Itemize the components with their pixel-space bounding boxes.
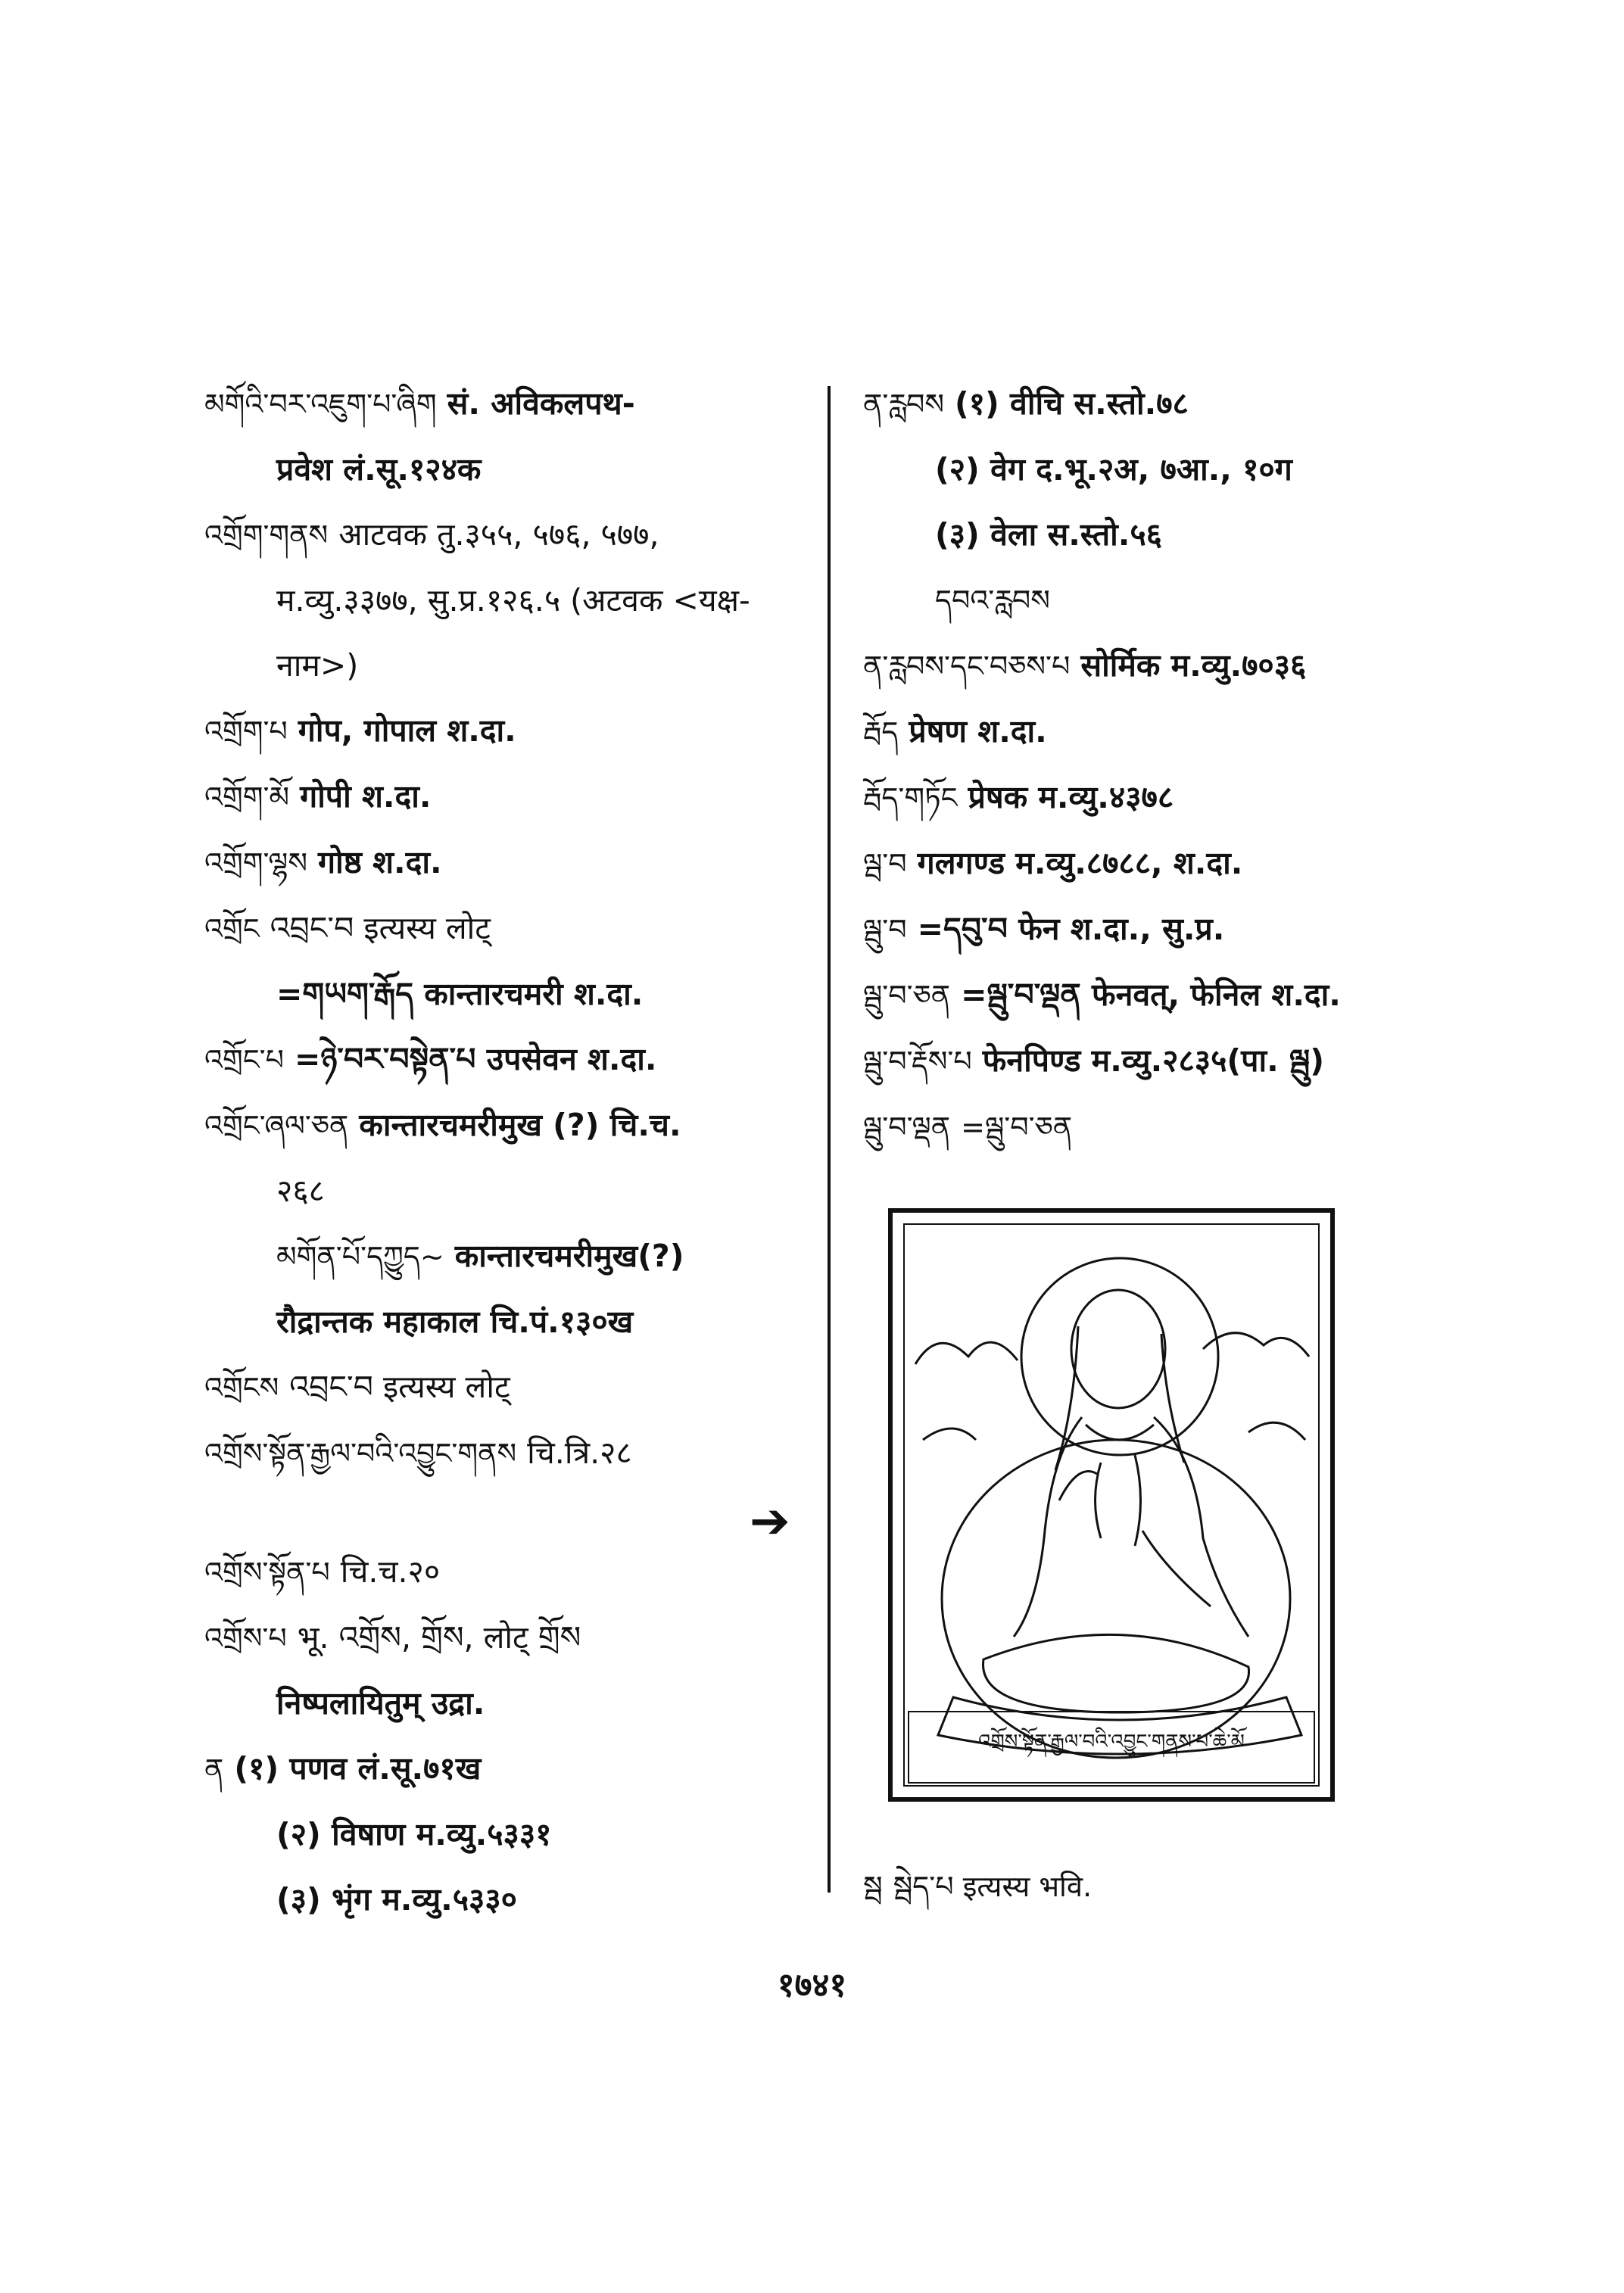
entry-text: (२) विषाण म.व्यु.५३३१	[276, 1816, 552, 1852]
tibetan-headword: རྦོད	[863, 715, 899, 749]
tibetan-headword: ལྦུ་བ་རྡོས་པ	[863, 1045, 972, 1078]
entry	[863, 1853, 1102, 1919]
entry-text: འབྲང་བ इत्यस्य लोट्	[270, 910, 491, 946]
spacer	[204, 1486, 810, 1539]
entry-text: =དབུ་བ फेन श.दा., सु.प्र.	[917, 911, 1225, 947]
entry	[204, 764, 810, 830]
tibetan-headword: ན	[204, 1752, 224, 1786]
entry	[863, 371, 1439, 437]
entry-text: (२) वेग द.भू.२अ, ७आ., १०ग	[935, 451, 1292, 488]
entry	[863, 830, 1439, 896]
entry-text: =ཉེ་བར་བསྟེན་པ उपसेवन श.दा.	[294, 1041, 657, 1077]
tibetan-headword: ན་རླབས་དང་བཅས་པ	[863, 650, 1071, 683]
tibetan-headword: སྦ	[863, 1870, 883, 1903]
entry-text: कान्तारचमरीमुख(?)	[454, 1238, 684, 1274]
entry	[204, 1223, 810, 1289]
entry	[204, 1420, 810, 1486]
entry-text: (३) भृंग म.व्यु.५३३०	[276, 1881, 518, 1918]
entry-continuation	[204, 961, 810, 1027]
illustration-caption: འགྲོས་སྟོན་རྒྱལ་བའི་འབྱུང་གནས་པ་ཆེ་མོ	[908, 1711, 1315, 1784]
entry	[204, 1736, 810, 1802]
tibetan-headword: ལྦུ་བ་ལྡན	[863, 1111, 951, 1144]
illustration-frame	[888, 1208, 1335, 1802]
entry	[204, 1027, 810, 1092]
entry-continuation	[204, 1158, 810, 1223]
tibetan-headword: འགྲོངས	[204, 1371, 279, 1404]
right-arrow-icon: ➔	[750, 1494, 790, 1550]
entry-continuation	[863, 502, 1439, 567]
entry	[204, 502, 810, 568]
entry-text: प्रेषक म.व्यु.४३७८	[968, 779, 1174, 815]
entry	[204, 1539, 810, 1605]
column-divider	[828, 386, 831, 1893]
entry-text: सोर्मिक म.व्यु.७०३६	[1080, 647, 1307, 684]
entry	[863, 962, 1439, 1028]
tibetan-headword: འགྲོང་ཞལ་ཅན	[204, 1109, 349, 1142]
entry	[863, 765, 1439, 830]
entry	[204, 1092, 810, 1158]
entry	[863, 1028, 1439, 1094]
entry	[204, 371, 810, 437]
entry-continuation	[204, 633, 810, 698]
tibetan-headword: འགྲོས་སྟོན་པ	[204, 1556, 330, 1589]
entry-text: (३) वेला स.स्तो.५६	[935, 516, 1163, 553]
right-column	[863, 371, 1439, 1160]
entry-text: =གཡག་རྒོད कान्तारचमरी श.दा.	[276, 976, 644, 1012]
tibetan-headword: འགྲོག་མོ	[204, 780, 290, 814]
entry-continuation	[863, 437, 1439, 502]
entry-text: སྦེད་པ इत्यस्य भवि.	[893, 1870, 1093, 1903]
entry-text: प्रेषण श.दा.	[909, 713, 1047, 749]
entry-text: म.व्यु.३३७७, सु.प्र.१२६.५ (अटवक <यक्ष-	[276, 582, 750, 618]
page-number: १७४१	[777, 1966, 847, 2005]
entry-text: रौद्रान्तक महाकाल चि.पं.१३०ख	[276, 1304, 634, 1340]
entry	[204, 698, 810, 764]
seated-figure-illustration	[893, 1213, 1330, 1797]
entry-text: आटवक तु.३५५, ५७६, ५७७,	[338, 516, 659, 553]
entry-continuation	[204, 568, 810, 633]
entry	[204, 830, 810, 896]
entry-text: गोष्ठ श.दा.	[318, 844, 442, 880]
entry-text: चि.त्रि.२८	[527, 1435, 632, 1471]
entry	[204, 1354, 810, 1420]
tibetan-headword: འགྲོག་ལྷས	[204, 846, 308, 880]
entry-text: गलगण्ड म.व्यु.८७८८, श.दा.	[917, 845, 1243, 881]
entry-continuation	[204, 1289, 810, 1354]
entry-text: འབྲང་བ इत्यस्य लोट्	[289, 1369, 510, 1405]
tibetan-headword: ལྦུ་བ་ཅན	[863, 979, 951, 1012]
entry-text: निष्पलायितुम् उद्रा.	[276, 1685, 485, 1721]
entry	[863, 633, 1439, 699]
tibetan-headword: འགྲོས་པ	[204, 1622, 287, 1655]
tibetan-headword: མགོན་པོ་དཀྱུད~	[276, 1240, 444, 1273]
entry	[204, 1605, 810, 1671]
tibetan-headword: མགོའི་བར་འཇུག་པ་ཞིག	[204, 388, 437, 421]
tibetan-headword: འགྲོང་པ	[204, 1043, 284, 1076]
entry-text: गोपी श.दा.	[300, 778, 432, 815]
entry	[204, 896, 810, 961]
left-column	[204, 371, 810, 1932]
entry-text: कान्तारचमरीमुख (?) चि.च.	[359, 1107, 681, 1143]
entry-continuation	[204, 1671, 810, 1736]
entry	[863, 1094, 1439, 1160]
entry-text: गोप, गोपाल श.दा.	[298, 712, 516, 749]
tibetan-headword: འགྲོག་གནས	[204, 519, 329, 552]
tibetan-headword: འགྲོས་སྟོན་རྒྱལ་བའི་འབྱུང་གནས	[204, 1437, 517, 1470]
entry-text: चि.च.२०	[340, 1553, 441, 1590]
entry-text: फेनपिण्ड म.व्यु.२८३५(पा. ལྦུ)	[982, 1042, 1324, 1079]
tibetan-headword: ལྦ་བ	[863, 847, 907, 880]
tibetan-text: དབའ་རླབས	[935, 584, 1050, 617]
entry-continuation	[204, 437, 810, 502]
tibetan-headword: ལྦུ་བ	[863, 913, 907, 946]
entry-continuation	[204, 1867, 810, 1932]
entry-text: नाम>)	[276, 647, 359, 684]
entry-text: प्रवेश लं.सू.१२४क	[276, 451, 482, 488]
entry-text: सं. अविकलपथ-	[447, 385, 635, 422]
entry	[863, 699, 1439, 765]
tibetan-headword: འགྲོག་པ	[204, 715, 288, 748]
tibetan-headword: རྦོད་གཏོང	[863, 781, 958, 815]
tibetan-headword: ན་རླབས	[863, 388, 944, 421]
tibetan-headword: འགྲོང	[204, 912, 260, 946]
entry-text: भू. འགྲོས, གྲོས, लोट् གྲོས	[297, 1619, 581, 1656]
entry-continuation	[204, 1802, 810, 1867]
entry	[863, 896, 1439, 962]
entry-text: =ལྦུ་བ་ཅན	[961, 1111, 1073, 1144]
entry-text: (१) पणव लं.सू.७१ख	[234, 1750, 482, 1787]
entry-continuation	[863, 567, 1439, 633]
entry-text: २६८	[276, 1173, 325, 1209]
entry-text: =ལྦུ་བ་ལྡན फेनवत्, फेनिल श.दा.	[961, 977, 1341, 1013]
entry-text: (१) वीचि स.स्तो.७८	[954, 385, 1189, 422]
